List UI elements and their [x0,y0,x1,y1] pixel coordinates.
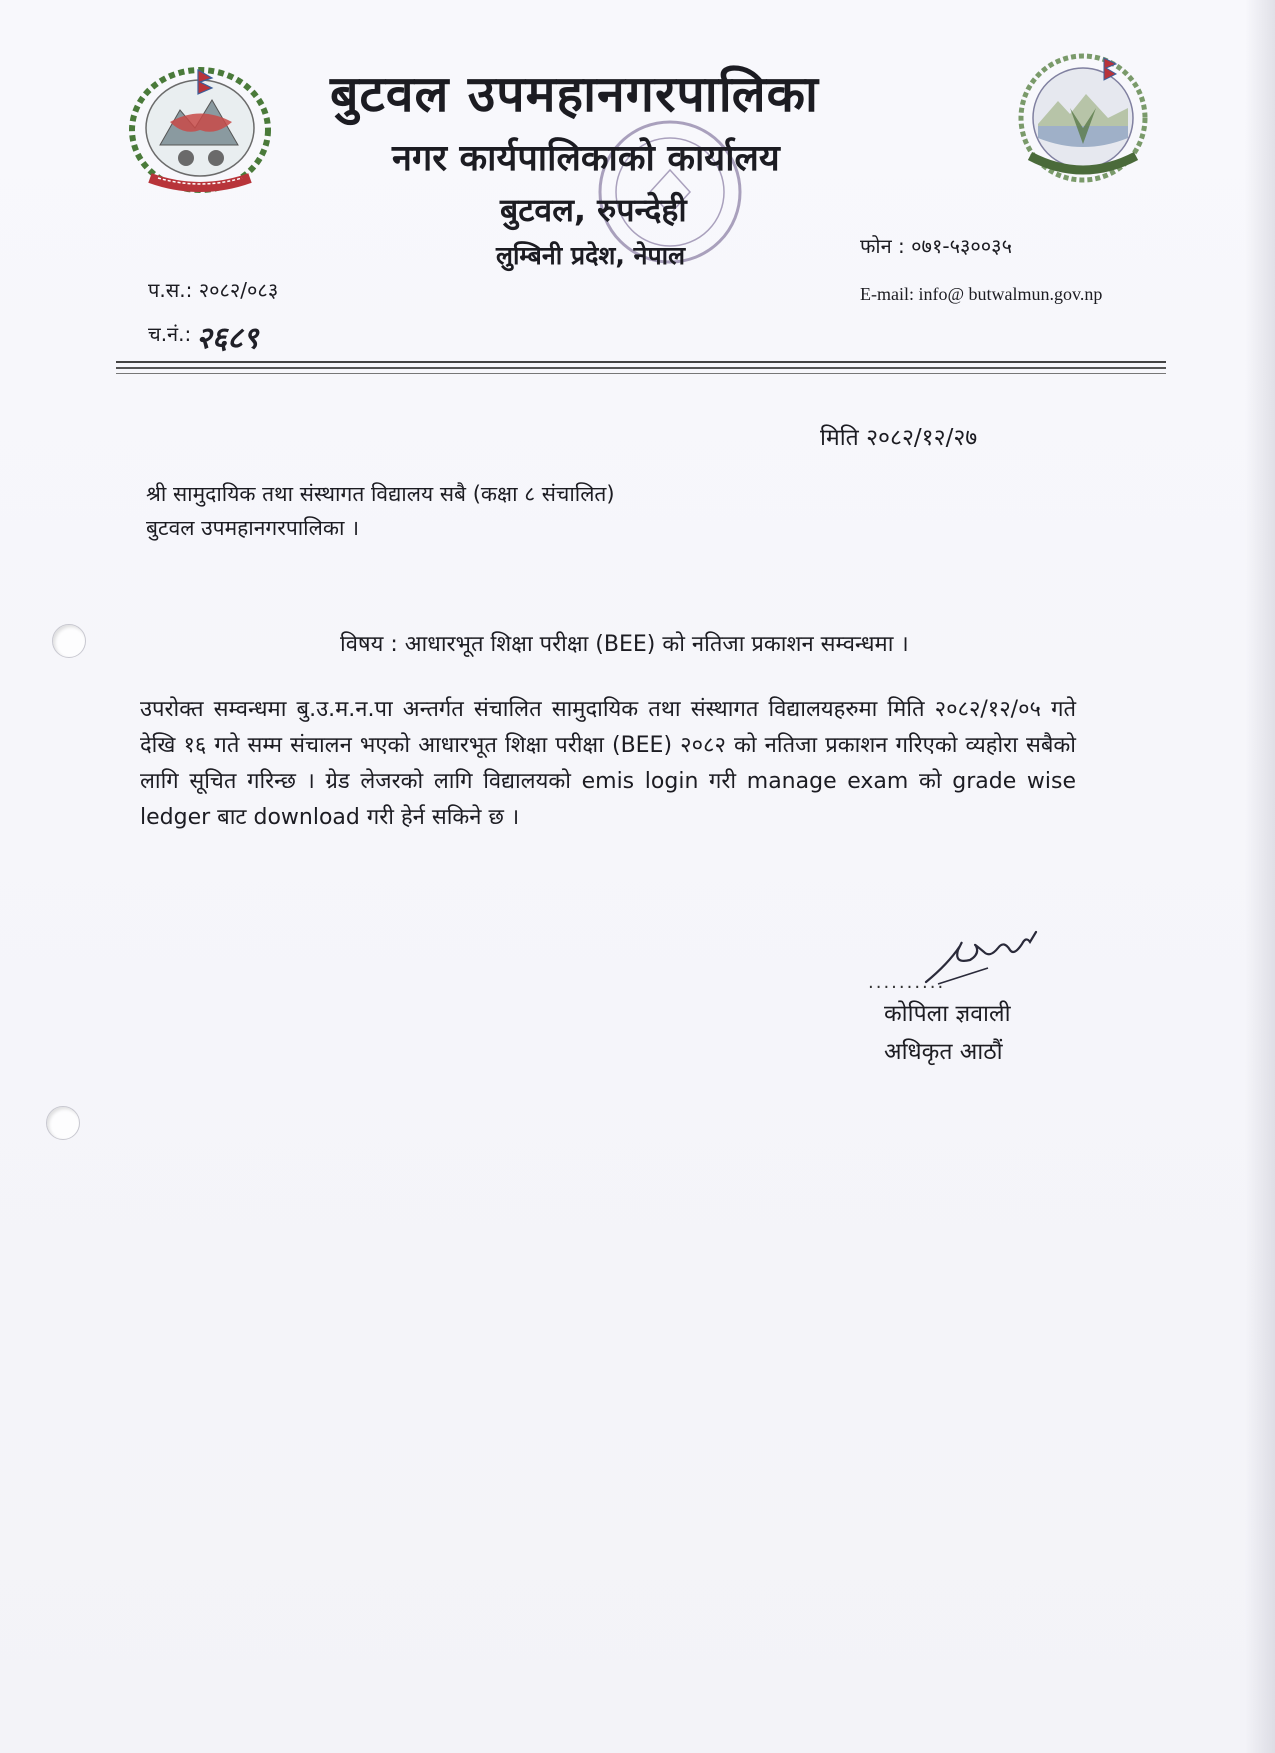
reference-ps: प.स.: २०८२/०८३ [148,278,279,302]
letter-date: मिति २०८२/१२/२७ [820,425,978,451]
city-line: बुटवल, रुपन्देही [500,191,687,229]
punch-hole [46,1106,80,1140]
dispatch-number-label: च.नं.: [148,322,192,346]
nepal-emblem-icon [120,50,280,200]
header-rule [116,361,1166,363]
signatory-post: अधिकृत आठौं [884,1039,1003,1065]
punch-hole [52,624,86,658]
header-rule [116,367,1166,369]
dispatch-number-handwritten: २६८९ [196,321,259,356]
letter-subject: विषय : आधारभूत शिक्षा परीक्षा (BEE) को नतिजा प्रकाशन सम्वन्धमा । [340,632,909,657]
phone-number: फोन : ०७१-५३००३५ [860,234,1012,258]
municipality-title: बुटवल उपमहानगरपालिका [330,65,819,123]
municipality-logo-icon [1008,46,1158,186]
office-title: नगर कार्यपालिकाको कार्यालय [392,138,780,179]
signatory-name: कोपिला ज्ञवाली [884,1001,1011,1027]
scan-edge-shadow [1245,0,1275,1753]
email-address: E-mail: info@ butwalmun.gov.np [860,284,1103,304]
recipient-line: श्री सामुदायिक तथा संस्थागत विद्यालय सबै (कक्षा ८ संचालित) [146,482,615,506]
recipient-line: बुटवल उपमहानगरपालिका । [146,516,360,540]
signature-line: .......... [868,972,946,993]
header-rule [116,373,1166,374]
letter-body: उपरोक्त सम्वन्धमा बु.उ.म.न.पा अन्तर्गत संचालित सामुदायिक तथा संस्थागत विद्यालयहरुमा मिति २०८२/१२/०५ गते देखि १६ गते सम्म संचालन भएको आधारभूत शिक्षा परीक्षा (BEE) २०८२ को नतिजा प्रकाशन गरिएको व्यहोरा सबैको लागि सूचित गरिन्छ । ग्रेड लेजरको लागि विद्यालयको emis login गरी manage exam को grade wise ledger बाट download गरी हेर्न सकिने छ । [140,697,1076,830]
province-line: लुम्बिनी प्रदेश, नेपाल [496,241,686,270]
